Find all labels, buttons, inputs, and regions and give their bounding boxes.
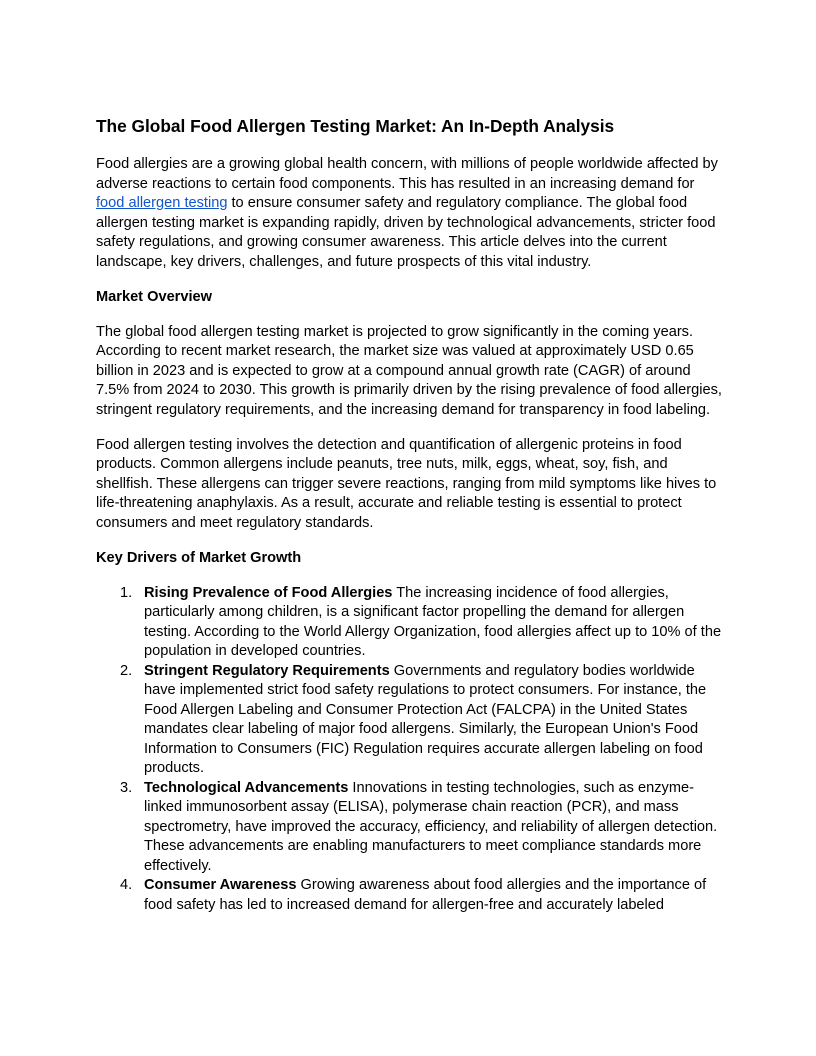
list-item-number: 1. bbox=[120, 584, 133, 601]
overview-paragraph-1: The global food allergen testing market is projected to grow significantly in the coming years. According to recent market research, the market size was valued at approximately USD 0.65 billion in 2023 and is expected to grow at a compound annual growth rate (CAGR) of around 7.5% from 2024 to 2030. This growth is primarily driven by the rising prevalence of food allergies, stringent regulatory requirements, and the increasing demand for transparency in food labeling. bbox=[96, 323, 722, 418]
list-item bbox=[96, 876, 722, 915]
list-item-number: 4. bbox=[120, 877, 133, 893]
list-item-text: Innovations in testing technologies, such as enzyme-linked immunosorbent assay (ELISA), polymerase chain reaction (PCR), and mass spectrometry, have improved the accuracy, efficiency, and reliability of allergen detection. These advancements are enabling manufacturers to meet compliance standards more effectively. bbox=[144, 779, 718, 874]
list-item-lead: Technological Advancements bbox=[144, 779, 349, 796]
intro-text-before-link: Food allergies are a growing global health concern, with millions of people worldwide affected by adverse reactions to certain food components. This has resulted in an increasing demand for bbox=[96, 156, 718, 192]
list-item-number: 3. bbox=[120, 779, 133, 796]
intro-paragraph bbox=[96, 155, 722, 272]
list-item-number: 2. bbox=[120, 662, 133, 679]
list-item bbox=[96, 662, 722, 779]
list-item-text: Growing awareness about food allergies and the importance of food safety has led to increased demand for allergen-free and accurately labeled bbox=[144, 877, 707, 913]
overview-paragraph-2: Food allergen testing involves the detection and quantification of allergenic proteins in food products. Common allergens include peanuts, tree nuts, milk, eggs, wheat, soy, fish, and shellfish. These allergens can trigger severe reactions, ranging from mild symptoms like hives to life-threatening anaphylaxis. As a result, accurate and reliable testing is essential to protect consumers and meet regulatory standards. bbox=[96, 436, 717, 531]
list-item-lead: Consumer Awareness bbox=[144, 877, 297, 893]
intro-text-after-link: to ensure consumer safety and regulatory compliance. The global food allergen testing market is expanding rapidly, driven by technological advancements, stricter food safety regulations, and growing consumer awareness. This article delves into the current landscape, key drivers, challenges, and future prospects of this vital industry. bbox=[96, 195, 716, 270]
list-item-lead: Rising Prevalence of Food Allergies bbox=[144, 584, 393, 601]
document-body bbox=[96, 114, 722, 915]
list-item-text: The increasing incidence of food allergies, particularly among children, is a significant factor propelling the demand for allergen testing. According to the World Allergy Organization, food allergies affect up to 10% of the population in developed countries. bbox=[144, 584, 722, 659]
list-item-lead: Stringent Regulatory Requirements bbox=[144, 662, 390, 679]
section-heading-market-overview: Market Overview bbox=[96, 288, 213, 305]
list-item bbox=[96, 779, 722, 877]
section-heading-key-drivers: Key Drivers of Market Growth bbox=[96, 549, 302, 566]
document-title: The Global Food Allergen Testing Market: An In-Depth Analysis bbox=[96, 116, 615, 136]
drivers-list bbox=[96, 584, 722, 916]
food-allergen-testing-link[interactable]: food allergen testing bbox=[96, 195, 228, 211]
list-item bbox=[96, 584, 722, 662]
list-item-text: Governments and regulatory bodies worldwide have implemented strict food safety regulations to protect consumers. For instance, the Food Allergen Labeling and Consumer Protection Act (FALCPA) in the United States mandates clear labeling of major food allergens. Similarly, the European Union's Food Information to Consumers (FIC) Regulation requires accurate allergen labeling on food products. bbox=[144, 662, 707, 776]
